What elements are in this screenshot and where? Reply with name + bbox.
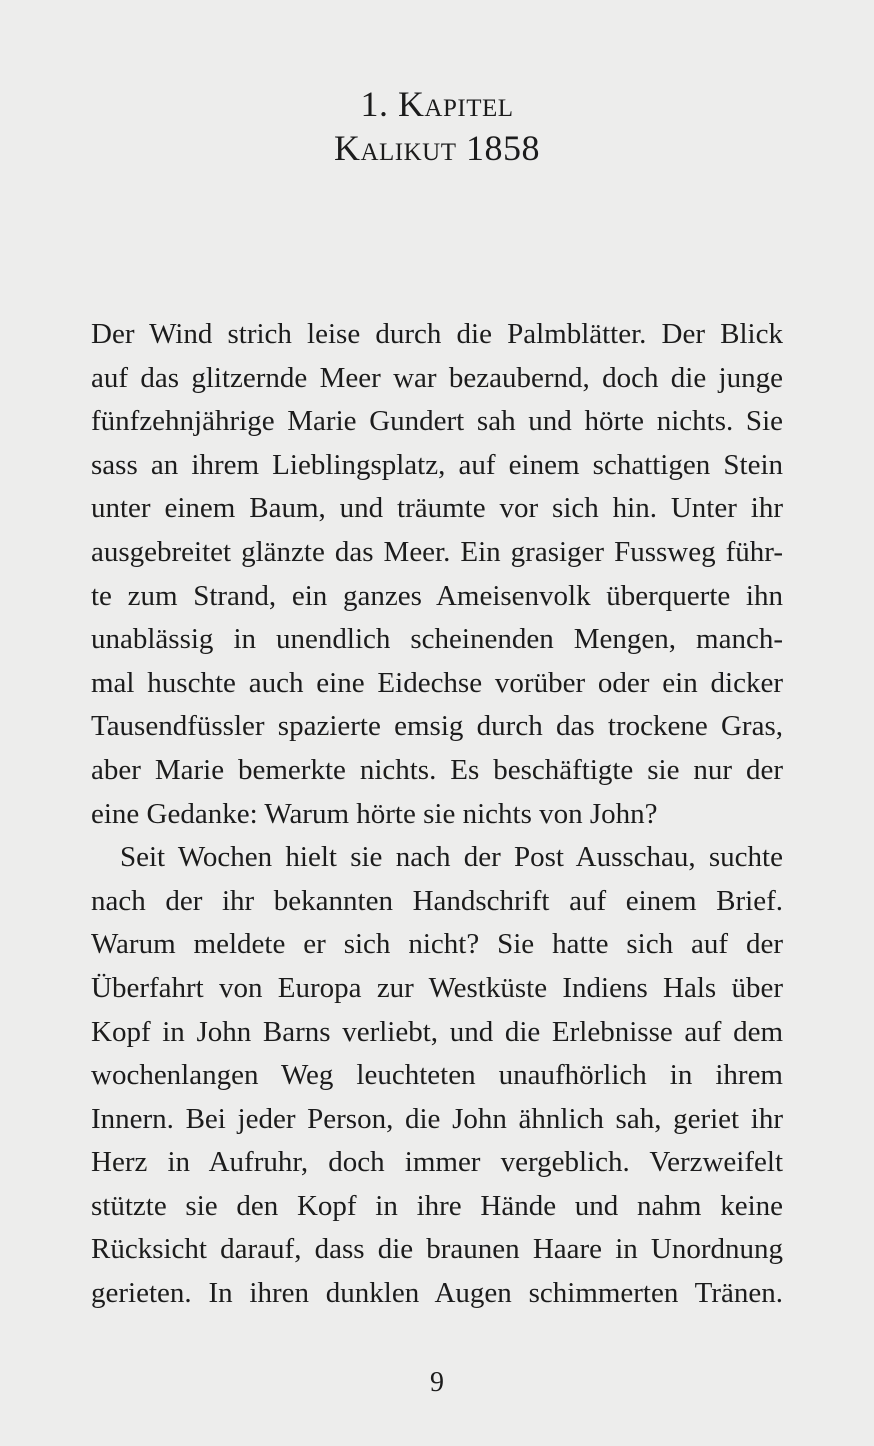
text-line: auf das glitzernde Meer war bezaubernd, doch die junge	[91, 361, 783, 394]
text-line: Der Wind strich leise durch die Palmblätter. Der Blick	[91, 318, 783, 350]
text-line: Kopf in John Barns verliebt, und die Erlebnisse auf dem	[91, 1015, 783, 1048]
text-line: eine Gedanke: Warum hörte sie nichts von John?	[91, 797, 658, 830]
text-line: fünfzehnjährige Marie Gundert sah und hörte nichts. Sie	[91, 405, 783, 438]
chapter-number: 1. Kapitel	[360, 84, 514, 124]
chapter-heading	[0, 82, 874, 170]
text-line: stützte sie den Kopf in ihre Hände und nahm keine	[91, 1189, 783, 1222]
text-line: Tausendfüssler spazierte emsig durch das trockene Gras,	[91, 710, 783, 743]
page-number: 9	[430, 1367, 444, 1398]
text-line: mal huschte auch eine Eidechse vorüber oder ein dicker	[91, 666, 783, 699]
text-line: unablässig in unendlich scheinenden Mengen, manch-	[91, 623, 783, 656]
text-line: Innern. Bei jeder Person, die John ähnlich sah, geriet ihr	[91, 1102, 783, 1135]
text-line: te zum Strand, ein ganzes Ameisenvolk überquerte ihn	[91, 579, 783, 612]
text-line: nach der ihr bekannten Handschrift auf einem Brief.	[91, 884, 783, 917]
text-line: ausgebreitet glänzte das Meer. Ein grasiger Fussweg führ-	[91, 535, 783, 568]
text-line: gerieten. In ihren dunklen Augen schimmerten Tränen.	[91, 1277, 783, 1310]
text-line: Rücksicht darauf, dass die braunen Haare in Unordnung	[91, 1233, 783, 1266]
text-line: Überfahrt von Europa zur Westküste Indiens Hals über	[91, 971, 783, 1004]
text-line: Seit Wochen hielt sie nach der Post Ausschau, suchte	[120, 841, 783, 874]
text-line: sass an ihrem Lieblingsplatz, auf einem schattigen Stein	[91, 448, 783, 481]
text-line: aber Marie bemerkte nichts. Es beschäftigte sie nur der	[91, 753, 783, 786]
text-line: wochenlangen Weg leuchteten unaufhörlich in ihrem	[91, 1059, 783, 1092]
text-line: Herz in Aufruhr, doch immer vergeblich. Verzweifelt	[91, 1146, 783, 1179]
text-line: unter einem Baum, und träumte vor sich hin. Unter ihr	[91, 492, 783, 525]
body-text	[91, 313, 783, 1316]
chapter-title: Kalikut 1858	[333, 128, 541, 168]
text-line: Warum meldete er sich nicht? Sie hatte sich auf der	[91, 928, 783, 961]
